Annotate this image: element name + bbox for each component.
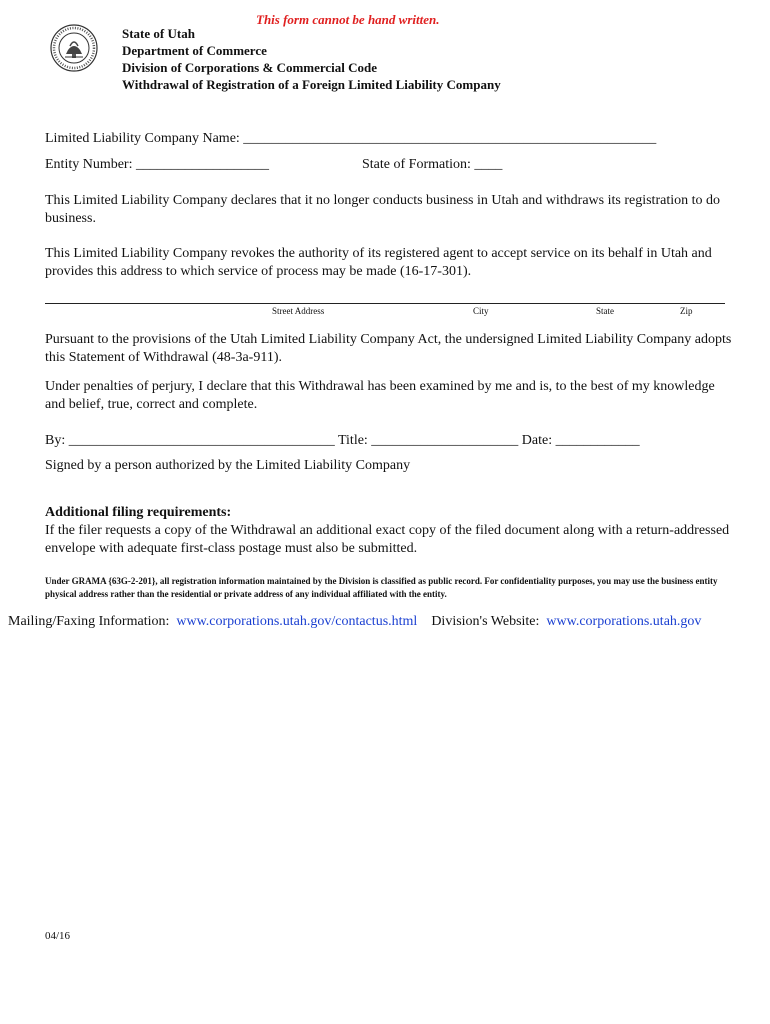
requirements-text: If the filer requests a copy of the Withdrawal an additional exact copy of the filed document along with a return-addressed envelope with adequate first-class postage must also be submitted. xyxy=(45,523,730,556)
signature-line[interactable]: By: ______________________________________ Title: _____________________ Date: ____________ xyxy=(45,433,640,448)
grama-notice: Under GRAMA {63G-2-201}, all registration information maintained by the Division is classified as public record. For confidentiality purposes, you may use the business entity physical address rather than the residential or private address of any individual affiliated with the entity. xyxy=(45,576,718,599)
website-label: Division's Website: xyxy=(431,614,540,629)
address-field-line[interactable] xyxy=(45,303,725,304)
street-address-label: Street Address xyxy=(272,306,325,316)
utah-state-seal-icon xyxy=(50,24,98,72)
llc-name-field[interactable]: Limited Liability Company Name: ___________________________________________________________ xyxy=(45,131,657,146)
requirements-title: Additional filing requirements: xyxy=(45,505,232,520)
website-link[interactable]: www.corporations.utah.gov xyxy=(546,614,702,629)
header-division: Division of Corporations & Commercial Code xyxy=(122,60,378,75)
withdrawal-declaration: This Limited Liability Company declares that it no longer conducts business in Utah and withdraws its registration to do business. xyxy=(45,193,720,226)
entity-number-field[interactable]: Entity Number: ___________________ xyxy=(45,157,269,172)
signature-note: Signed by a person authorized by the Limited Liability Company xyxy=(45,458,411,473)
mailing-info xyxy=(8,614,701,630)
state-of-formation-field[interactable]: State of Formation: ____ xyxy=(362,157,503,172)
mailing-label: Mailing/Faxing Information: xyxy=(8,614,170,629)
form-revision-code: 04/16 xyxy=(45,930,71,942)
agent-revocation: This Limited Liability Company revokes the authority of its registered agent to accept service on its behalf in Utah and provides this address to which service of process may be made (16-17-301). xyxy=(45,246,712,279)
contact-link[interactable]: www.corporations.utah.gov/contactus.html xyxy=(176,614,418,629)
city-label: City xyxy=(473,306,489,316)
state-label: State xyxy=(596,306,614,316)
zip-label: Zip xyxy=(680,306,693,316)
handwriting-notice: This form cannot be hand written. xyxy=(256,12,440,27)
perjury-declaration: Under penalties of perjury, I declare that this Withdrawal has been examined by me and is, to the best of my knowledge and belief, true, correct and complete. xyxy=(45,379,715,412)
header-department: Department of Commerce xyxy=(122,43,267,58)
header-state: State of Utah xyxy=(122,26,195,41)
statement-of-withdrawal: Pursuant to the provisions of the Utah Limited Liability Company Act, the undersigned Limited Liability Company adopts this Statement of Withdrawal (48-3a-911). xyxy=(45,332,732,365)
form-header xyxy=(122,25,501,93)
form-title: Withdrawal of Registration of a Foreign Limited Liability Company xyxy=(122,77,501,92)
